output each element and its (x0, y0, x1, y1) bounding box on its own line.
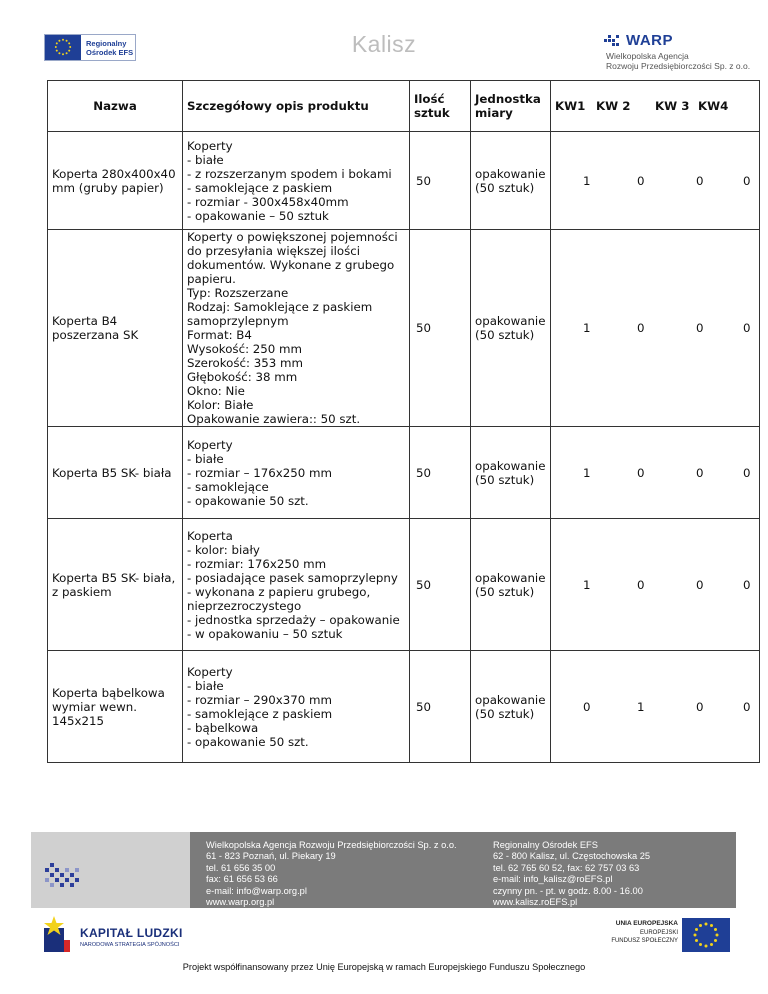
quarter-value-kw2: 0 (637, 321, 645, 335)
table-row (48, 651, 760, 763)
quarter-value-kw2: 0 (637, 173, 645, 188)
quarter-value-kw4: 0 (743, 321, 751, 335)
quarter-value-kw3: 0 (696, 173, 704, 188)
col-header-unit: Jednostka miary (471, 81, 551, 132)
quarter-value-kw3: 0 (696, 699, 704, 714)
cell-quarters (551, 519, 760, 651)
quarter-value-kw4: 0 (743, 577, 751, 592)
cell-unit: opakowanie (50 sztuk) (471, 132, 551, 230)
cell-description: Koperty - białe - rozmiar – 290x370 mm - samoklejące z paskiem - bąbelkowa - opakowanie 50 szt. (183, 651, 410, 763)
col-header-qty: Ilość sztuk (410, 81, 471, 132)
cell-name: Koperta 280x400x40 mm (gruby papier) (48, 132, 183, 230)
table-row (48, 132, 760, 230)
cell-quarters (551, 427, 760, 519)
footer-contact-area (190, 832, 736, 908)
col-header-kw3: KW 3 (655, 99, 690, 113)
warp-contact: Wielkopolska Agencja Rozwoju Przedsiębiorczości Sp. z o.o. 61 - 823 Poznań, ul. Piekary 19 tel. 61 656 35 00 fax: 61 656 53 66 e-mail: info@warp.org.pl www.warp.org.pl (206, 840, 457, 908)
kapital-ludzki-title: KAPITAŁ LUDZKI (80, 926, 183, 940)
cell-quarters (551, 230, 760, 427)
page-header (0, 0, 768, 80)
cell-description: Koperty - białe - rozmiar – 176x250 mm - samoklejące - opakowanie 50 szt. (183, 427, 410, 519)
quarter-value-kw1: 1 (583, 321, 591, 335)
kapital-ludzki-logo (42, 914, 222, 954)
quarter-value-kw4: 0 (743, 699, 751, 714)
quarter-value-kw1: 0 (583, 699, 591, 714)
cell-quantity: 50 (410, 132, 471, 230)
roefs-contact: Regionalny Ośrodek EFS 62 - 800 Kalisz, ul. Częstochowska 25 tel. 62 765 60 52, fax: 62 757 03 63 e-mail: info_kalisz@roEFS.pl czynny pn. - pt. w godz. 8.00 - 16.00 www.kalisz.roEFS.pl (493, 840, 651, 908)
pixel-mosaic-icon (45, 858, 79, 888)
col-header-kw1: KW1 (555, 99, 586, 113)
table-row (48, 427, 760, 519)
cell-unit: opakowanie (50 sztuk) (471, 651, 551, 763)
quarter-value-kw4: 0 (743, 173, 751, 188)
quarter-value-kw2: 0 (637, 465, 645, 480)
col-header-quarters (551, 81, 760, 132)
warp-line: Rozwoju Przedsiębiorczości Sp. z o.o. (606, 61, 751, 71)
eu-logo-text: UNIA EUROPEJSKA EUROPEJSKI FUNDUSZ SPOŁECZNY (611, 920, 678, 945)
col-header-name: Nazwa (48, 81, 183, 132)
quarter-value-kw1: 1 (583, 173, 591, 188)
col-header-desc: Szczegółowy opis produktu (183, 81, 410, 132)
col-header-kw2: KW 2 (596, 99, 631, 113)
cell-quantity: 50 (410, 519, 471, 651)
quarter-value-kw1: 1 (583, 577, 591, 592)
cell-name: Koperta B5 SK- biała (48, 427, 183, 519)
quarter-value-kw4: 0 (743, 465, 751, 480)
products-table (47, 80, 760, 763)
cell-quantity: 50 (410, 651, 471, 763)
footer-band (31, 832, 736, 908)
cell-unit: opakowanie (50 sztuk) (471, 427, 551, 519)
cell-description: Koperta - kolor: biały - rozmiar: 176x250 mm - posiadające pasek samoprzylepny - wykonana z papieru grubego, nieprzezroczystego - jednostka sprzedaży – opakowanie - w opakowaniu – 50 sztuk (183, 519, 410, 651)
quarter-value-kw3: 0 (696, 321, 704, 335)
cell-unit: opakowanie (50 sztuk) (471, 230, 551, 427)
cell-description: Koperty - białe - z rozszerzanym spodem i bokami - samoklejące z paskiem - rozmiar - 300x458x40mm - opakowanie – 50 sztuk (183, 132, 410, 230)
city-title: Kalisz (351, 31, 417, 57)
eu-logo (600, 918, 730, 952)
quarter-value-kw2: 0 (637, 577, 645, 592)
funding-note: Projekt współfinansowany przez Unię Europejską w ramach Europejskiego Funduszu Społecznego (182, 962, 586, 972)
kapital-ludzki-star-icon (42, 914, 72, 954)
quarter-value-kw1: 1 (583, 465, 591, 480)
cell-quarters (551, 132, 760, 230)
eu-flag-icon (682, 918, 730, 952)
warp-dots-icon (604, 34, 622, 48)
quarter-value-kw3: 0 (696, 465, 704, 480)
cell-name: Koperta B4 poszerzana SK (48, 230, 183, 427)
roefs-logo-text: Regionalny Ośrodek EFS (86, 38, 134, 57)
quarter-value-kw2: 1 (637, 699, 645, 714)
cell-quantity: 50 (410, 230, 471, 427)
table-header-row (48, 81, 760, 132)
quarter-value-kw3: 0 (696, 577, 704, 592)
col-header-kw4: KW4 (698, 99, 729, 113)
cell-name: Koperta B5 SK- biała, z paskiem (48, 519, 183, 651)
warp-line: Wielkopolska Agencja (606, 51, 689, 61)
warp-name: WARP (626, 32, 673, 49)
cell-quarters (551, 651, 760, 763)
table-row (48, 230, 760, 427)
cell-quantity: 50 (410, 427, 471, 519)
cell-unit: opakowanie (50 sztuk) (471, 519, 551, 651)
table-row (48, 519, 760, 651)
kapital-ludzki-subtitle: NARODOWA STRATEGIA SPÓJNOŚCI (80, 942, 180, 948)
cell-description: Koperty o powiększonej pojemności do przesyłania większej ilości dokumentów. Wykonane z grubego papieru. Typ: Rozszerzane Rodzaj: Samoklejące z paskiem samoprzylepnym Format: B4 Wysokość: 250 mm Szerokość: 353 mm Głębokość: 38 mm Okno: Nie Kolor: Białe Opakowanie zawiera:: 50 szt. (183, 230, 410, 427)
cell-name: Koperta bąbelkowa wymiar wewn. 145x215 (48, 651, 183, 763)
warp-logo (602, 32, 751, 72)
